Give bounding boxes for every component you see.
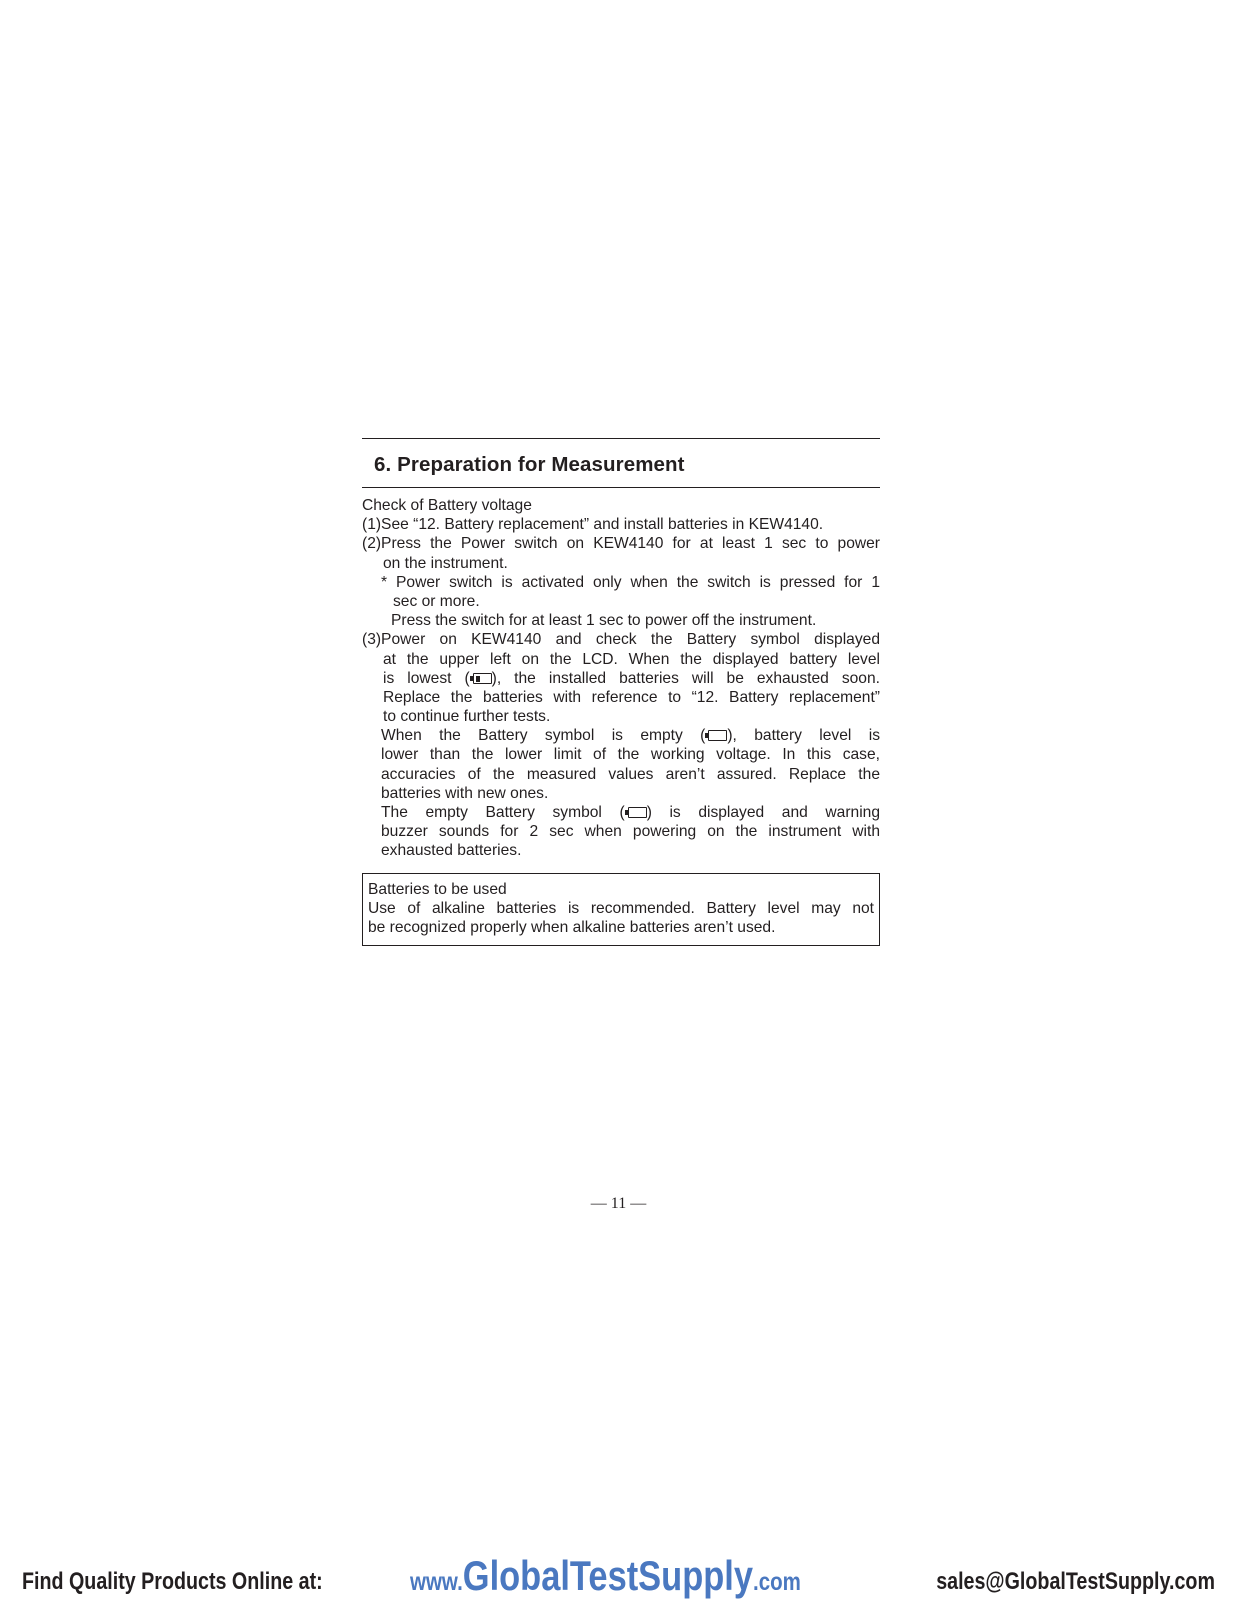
notice-title: Batteries to be used — [368, 880, 507, 898]
warning-para-line-1-start: The empty Battery symbol ( — [381, 804, 625, 821]
empty-para-line-1-start: When the Battery symbol is empty ( — [381, 727, 706, 745]
step-3-line-1: (3)Power on KEW4140 and check the Battery symbol displayed — [362, 631, 880, 649]
notice-line-2: be recognized properly when alkaline batteries aren’t used. — [368, 919, 776, 937]
batteries-notice-box — [362, 873, 880, 946]
empty-para-line-3: accuracies of the measured values aren’t assured. Replace the — [381, 765, 880, 783]
empty-para-line-2: lower than the lower limit of the working voltage. In this case, — [381, 746, 880, 764]
section-heading: 6. Preparation for Measurement — [374, 453, 685, 476]
battery-empty-icon — [625, 807, 647, 818]
step-3-line-4: Replace the batteries with reference to “12. Battery replacement” — [383, 688, 880, 706]
step-3-line-3 — [362, 669, 880, 688]
step-2-line-1: (2)Press the Power switch on KEW4140 for at least 1 sec to power — [362, 535, 880, 553]
footer-tagline: Find Quality Products Online at: — [22, 1568, 323, 1595]
footer-website-link[interactable] — [410, 1552, 801, 1600]
warning-para-line-1 — [362, 803, 880, 822]
empty-para-line-1 — [362, 726, 880, 745]
intro-line: Check of Battery voltage — [362, 497, 532, 514]
step-3-line-3-start: is lowest ( — [383, 669, 470, 687]
battery-empty-icon — [705, 730, 727, 741]
step-3-line-2: at the upper left on the LCD. When the displayed battery level — [383, 650, 880, 668]
footer-banner — [0, 1548, 1237, 1600]
url-main: GlobalTestSupply — [462, 1552, 754, 1599]
notice-line-1: Use of alkaline batteries is recommended. Battery level may not — [368, 899, 874, 917]
footer-email-link[interactable]: sales@GlobalTestSupply.com — [936, 1568, 1215, 1595]
warning-para-line-1-end: ) is displayed and warning — [646, 804, 881, 821]
note-line-2: sec or more. — [393, 592, 480, 610]
empty-para-line-1-end: ), battery level is — [727, 727, 881, 745]
warning-para-line-3: exhausted batteries. — [381, 842, 522, 860]
heading-rule — [362, 487, 880, 488]
empty-para-line-4: batteries with new ones. — [381, 784, 549, 802]
page-number: — 11 — — [590, 1195, 647, 1212]
note-line-1: * Power switch is activated only when the switch is pressed for 1 — [381, 573, 880, 591]
battery-check-text — [362, 496, 880, 861]
battery-low-icon — [470, 673, 492, 684]
step-3-line-5: to continue further tests. — [383, 708, 551, 726]
manual-page-content — [362, 438, 880, 946]
step-3-line-3-end: ), the installed batteries will be exhausted soon. — [491, 669, 880, 687]
url-prefix: www. — [410, 1568, 463, 1596]
step-2-line-2: on the instrument. — [383, 554, 508, 572]
step-1: (1)See “12. Battery replacement” and install batteries in KEW4140. — [362, 516, 824, 534]
warning-para-line-2: buzzer sounds for 2 sec when powering on the instrument with — [381, 823, 880, 841]
url-suffix: .com — [753, 1568, 801, 1596]
note-line-3: Press the switch for at least 1 sec to power off the instrument. — [391, 612, 817, 630]
